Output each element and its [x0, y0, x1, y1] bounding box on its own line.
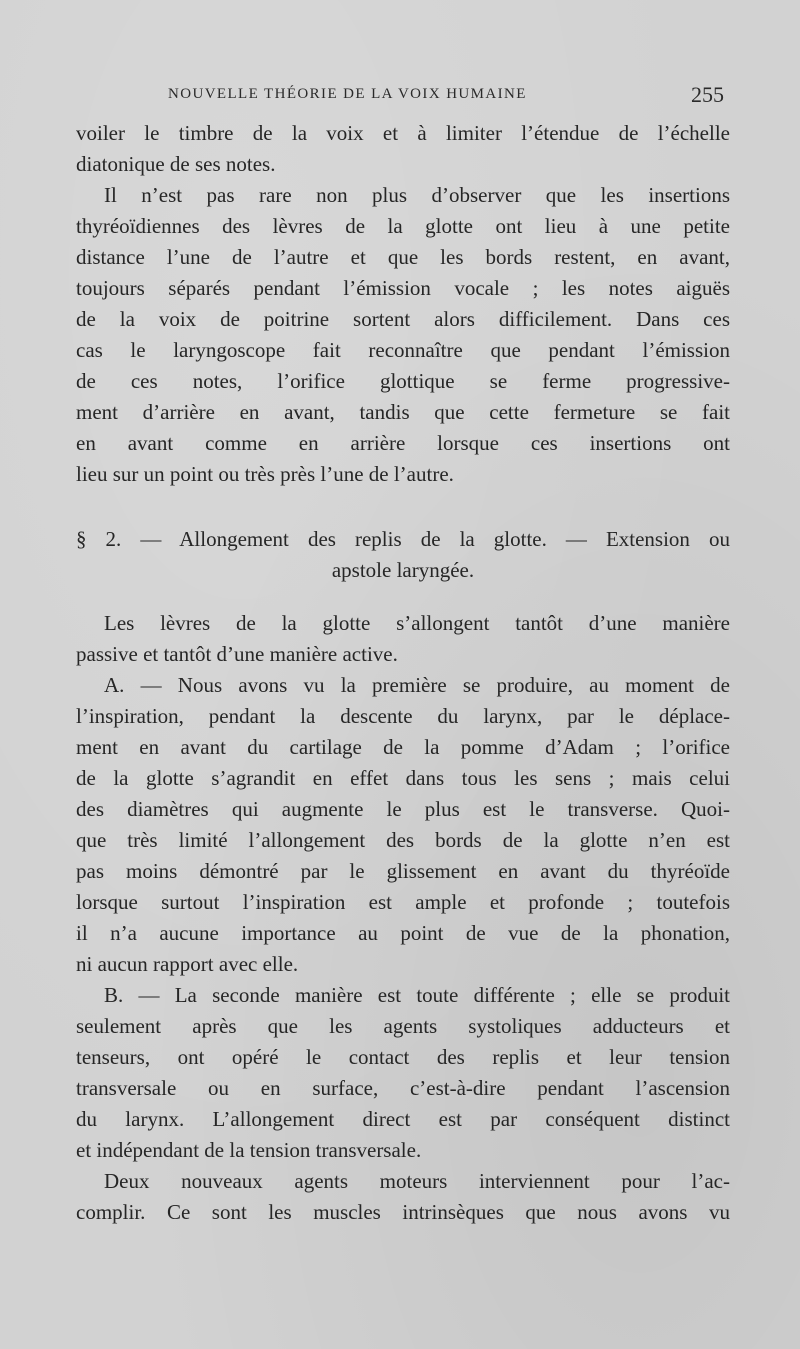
- text-line: ni aucun rapport avec elle.: [76, 952, 299, 976]
- text-line: thyréoïdiennes des lèvres de la glotte ont lieu à une petite: [76, 214, 730, 238]
- text-line: pas moins démontré par le glissement en avant du thyréoïde: [76, 859, 730, 883]
- text-line: il n’a aucune importance au point de vue de la phonation,: [76, 921, 730, 945]
- text-line: de la glotte s’agrandit en effet dans tous les sens ; mais celui: [76, 766, 730, 790]
- text-line: toujours séparés pendant l’émission vocale ; les notes aiguës: [76, 276, 730, 300]
- text-line: complir. Ce sont les muscles intrinsèques que nous avons vu: [76, 1200, 730, 1224]
- text-line: de la voix de poitrine sortent alors difficilement. Dans ces: [76, 307, 730, 331]
- text-line: des diamètres qui augmente le plus est le transverse. Quoi-: [76, 797, 730, 821]
- section-heading: § 2. — Allongement des replis de la glotte. — Extension ou: [76, 527, 730, 551]
- page-number: 255: [691, 82, 724, 107]
- section-heading-continuation: apstole laryngée.: [331, 558, 475, 582]
- text-line: lorsque surtout l’inspiration est ample et profonde ; toutefois: [76, 890, 730, 914]
- text-line: distance l’une de l’autre et que les bords restent, en avant,: [76, 245, 730, 269]
- text-line: Les lèvres de la glotte s’allongent tantôt d’une manière: [104, 611, 730, 635]
- text-line: de ces notes, l’orifice glottique se ferme progressive-: [76, 369, 730, 393]
- text-line: seulement après que les agents systoliques adducteurs et: [76, 1014, 730, 1038]
- text-line: voiler le timbre de la voix et à limiter l’étendue de l’échelle: [76, 121, 730, 145]
- text-line: ment d’arrière en avant, tandis que cette fermeture se fait: [76, 400, 730, 424]
- text-line: passive et tantôt d’une manière active.: [76, 642, 398, 666]
- running-head: [168, 84, 730, 108]
- text-line: cas le laryngoscope fait reconnaître que pendant l’émission: [76, 338, 730, 362]
- text-line: que très limité l’allongement des bords de la glotte n’en est: [76, 828, 730, 852]
- text-line: A. — Nous avons vu la première se produire, au moment de: [104, 673, 730, 697]
- text-line: du larynx. L’allongement direct est par conséquent distinct: [76, 1107, 730, 1131]
- text-line: Deux nouveaux agents moteurs interviennent pour l’ac-: [104, 1169, 730, 1193]
- text-line: tenseurs, ont opéré le contact des replis et leur tension: [76, 1045, 730, 1069]
- text-line: lieu sur un point ou très près l’une de l’autre.: [76, 462, 454, 486]
- text-line: B. — La seconde manière est toute différente ; elle se produit: [104, 983, 730, 1007]
- text-line: en avant comme en arrière lorsque ces insertions ont: [76, 431, 730, 455]
- text-line: diatonique de ses notes.: [76, 152, 276, 176]
- text-line: ment en avant du cartilage de la pomme d’Adam ; l’orifice: [76, 735, 730, 759]
- text-line: et indépendant de la tension transversale.: [76, 1138, 422, 1162]
- running-title: NOUVELLE THÉORIE DE LA VOIX HUMAINE: [168, 86, 527, 102]
- text-line: Il n’est pas rare non plus d’observer que les insertions: [104, 183, 730, 207]
- text-line: l’inspiration, pendant la descente du larynx, par le déplace-: [76, 704, 730, 728]
- text-line: transversale ou en surface, c’est-à-dire pendant l’ascension: [76, 1076, 730, 1100]
